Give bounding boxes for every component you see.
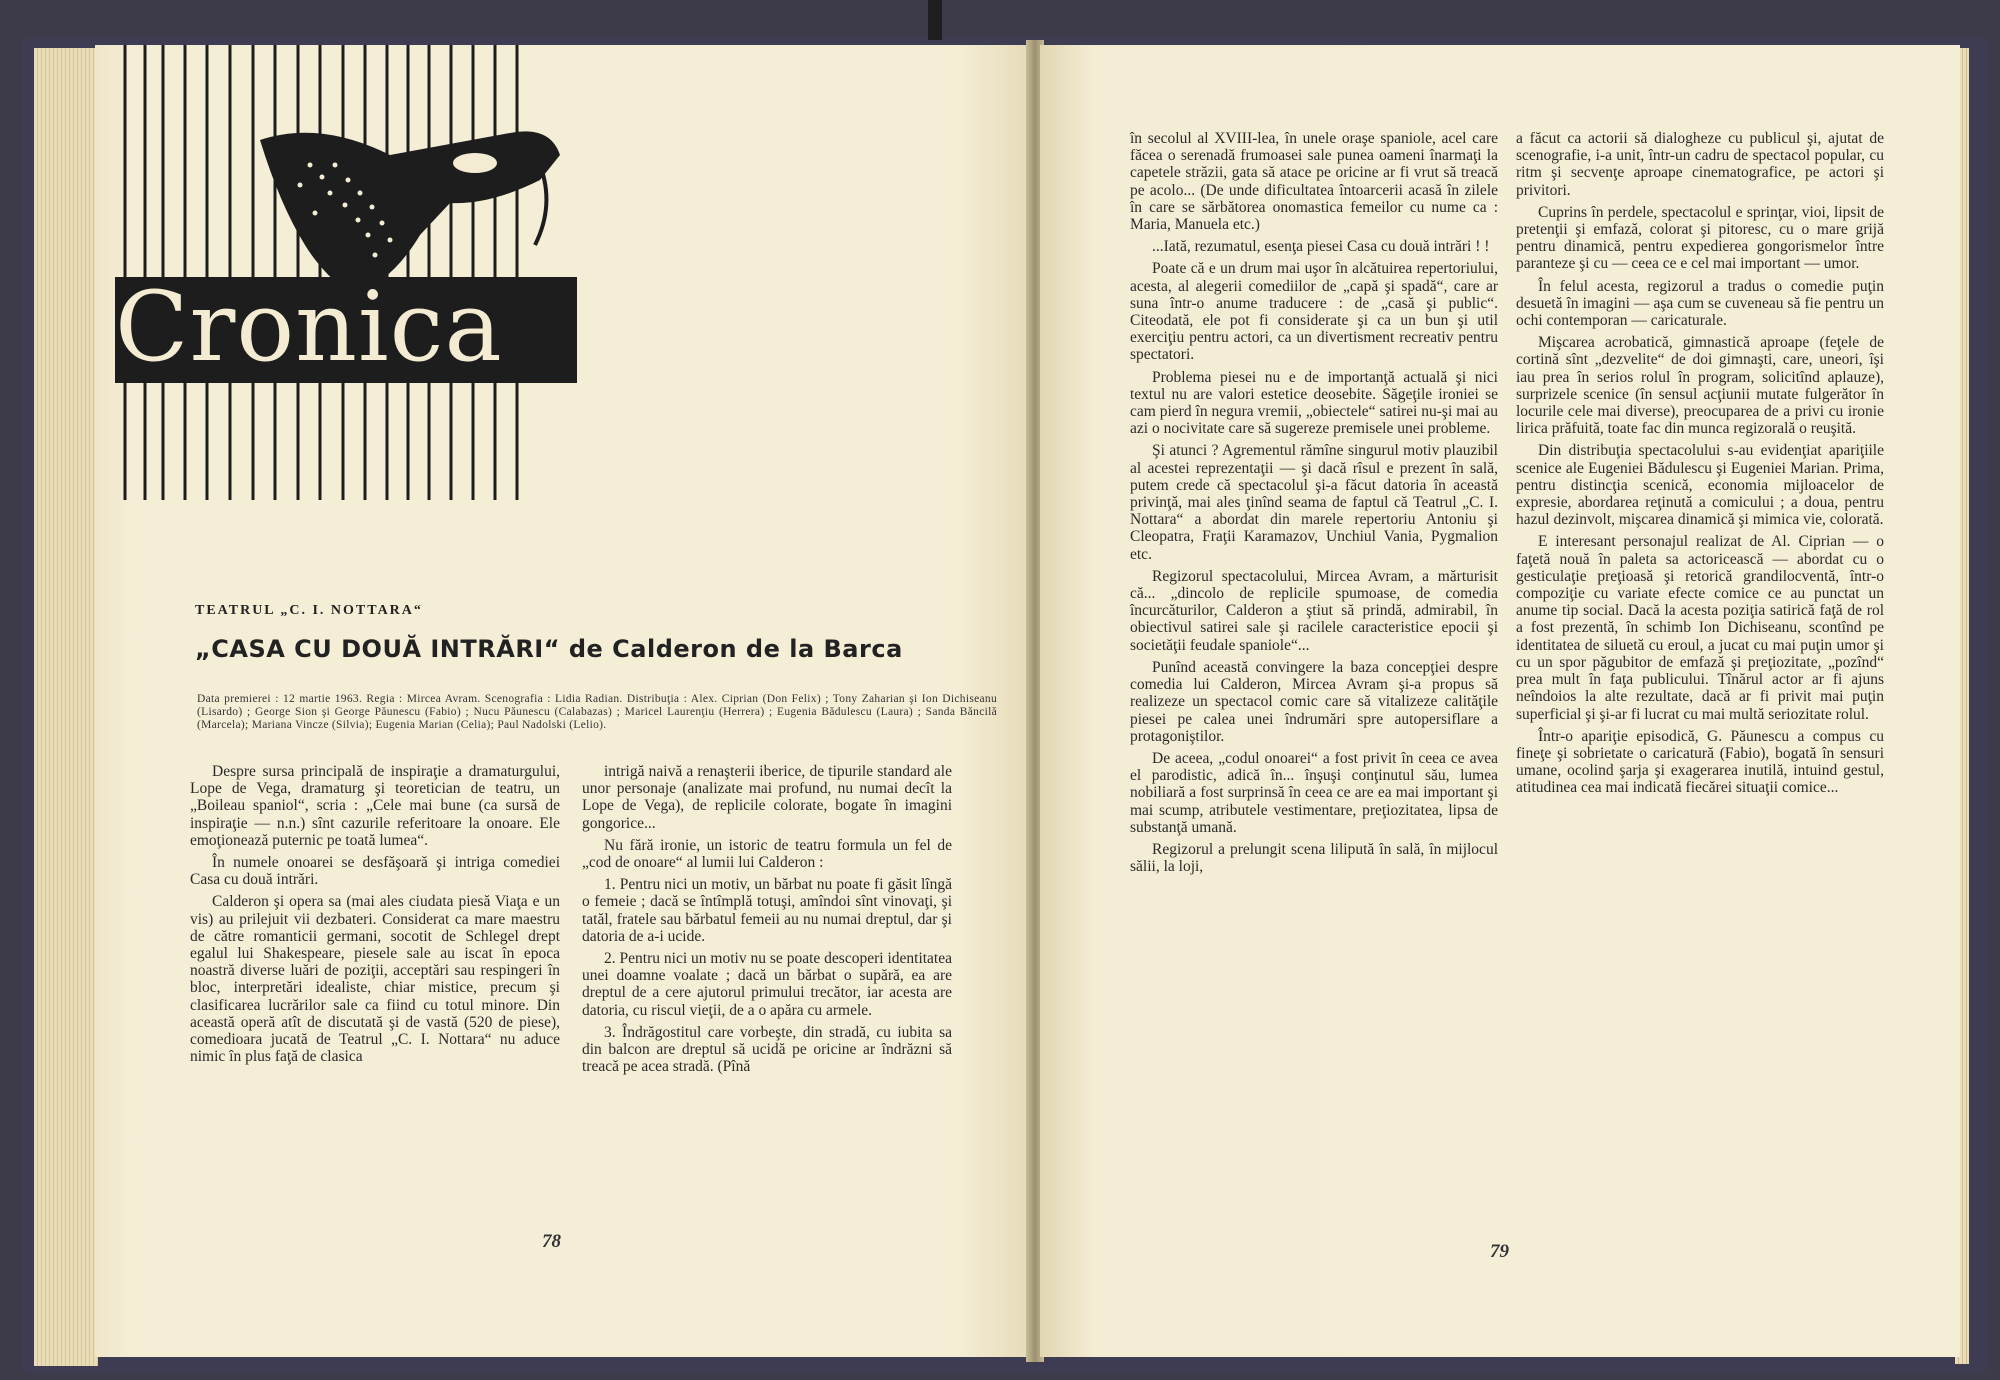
section-title: Cronica	[115, 271, 503, 383]
page-number-right: 79	[1490, 1241, 1509, 1262]
paragraph: În felul acesta, regizorul a tradus o comedie puţin desuetă în imagini — aşa cum se cuveneau să fie pentru un ochi contemporan — caricaturale.	[1516, 277, 1884, 330]
left-column-2	[582, 763, 952, 1080]
paragraph: intrigă naivă a renaşterii iberice, de tipurile standard ale unor personaje (analizate mai profund, nu numai decît la Lope de Vega), de replicile colorate, bogate în imagini gongorice...	[582, 763, 952, 832]
paragraph: 1. Pentru nici un motiv, un bărbat nu poate fi găsit lîngă o femeie ; dacă se întîmplă totuşi, amîndoi sînt vinovaţi, şi tatăl, fratele sau bărbatul femeii au nu numai dreptul, dar şi datoria de a-i ucide.	[582, 876, 952, 945]
paragraph: În numele onoarei se desfăşoară şi intriga comediei Casa cu două intrări.	[190, 854, 560, 889]
paragraph: Din distribuţia spectacolului s-au evidenţiat apariţiile scenice ale Eugeniei Bădulescu şi Eugeniei Marian. Prima, pentru distincţia scenică, economia mijloacelor de expresie, abordarea reţinută a comicului ; a doua, pentru hazul dezinvolt, mişcarea dinamică şi mimica vie, colorată.	[1516, 442, 1884, 529]
paragraph: 2. Pentru nici un motiv nu se poate descoperi identitatea unei doamne voalate ; dacă un bărbat o supără, ea are dreptul de a cere ajutorul primului trecător, iar acesta are datoria, cu riscul vieţii, de a o apăra cu armele.	[582, 950, 952, 1019]
paragraph: Poate că e un drum mai uşor în alcătuirea repertoriului, acesta, al alegerii comediilor de „capă şi spadă“, care ar suna într-o anume traducere : de „casă şi public“. Citeodată, ele pot fi considerate şi ca un bun şi util exerciţiu pentru actori, ca un divertisment recreativ pentru spectatori.	[1130, 260, 1498, 364]
paragraph: Mişcarea acrobatică, gimnastică aproape (feţele de cortină sînt „dezvelite“ de doi gimnaşti, care, uneori, îşi iau prea în serios rolul în program, solicitînd aplauze), surprizele scenice (în sensul acţiunii mutate fulgerător în locurile cele mai diverse), preocuparea de a privi cu ironie lirica prăfuită, toate fac din munca regizorală o reuşită.	[1516, 334, 1884, 438]
bookmark-ribbon	[928, 0, 942, 40]
paragraph: a făcut ca actorii să dialogheze cu publicul şi, ajutat de scenografie, i-a unit, într-un cadru de spectacol popular, cu ritm şi secvenţe aproape cinematografice, pe actori şi privitori.	[1516, 130, 1884, 199]
left-column-1	[190, 763, 560, 1070]
paragraph: în secolul al XVIII-lea, în unele oraşe spaniole, acel care făcea o serenadă frumoasei sale punea oameni înarmaţi la capetele străzii, gata să atace pe oricine ar fi vrut să treacă pe acolo... (De unde dificultatea întoarcerii acasă în zilele în care se sărbătorea onomastica femeilor cu nume ca : Maria, Manuela etc.)	[1130, 130, 1498, 234]
article-headline: „CASA CU DOUĂ INTRĂRI“ de Calderon de la Barca	[195, 635, 903, 663]
page-stack-left	[34, 48, 98, 1366]
paragraph: Despre sursa principală de inspiraţie a dramaturgului, Lope de Vega, dramaturg şi teoretician de teatru, un „Boileau spaniol“, scria : „Cele mai bune (ca sursă de inspiraţie — n.n.) sînt cazurile referitoare la onoare. Ele emoţionează puternic pe toată lumea“.	[190, 763, 560, 849]
paragraph: 3. Îndrăgostitul care vorbeşte, din stradă, cu iubita sa din balcon are dreptul să ucidă pe oricine ar îndrăzni să treacă pe acea stradă. (Pînă	[582, 1023, 952, 1076]
paragraph: Cuprins în perdele, spectacolul e sprinţar, vioi, lipsit de pretenţii şi emfază, colorat şi pitoresc, cu o mare grijă pentru dinamică, pentru expedierea gongorismelor între paranteze şi cu — ceea ce e cel mai important — umor.	[1516, 203, 1884, 273]
paragraph: Regizorul a prelungit scena lilipută în sală, în mijlocul sălii, la loji,	[1130, 840, 1498, 876]
right-column-2	[1516, 130, 1884, 802]
paragraph: Calderon şi opera sa (mai ales ciudata piesă Viaţa e un vis) au prilejuit vii dezbateri. Considerat ca mare maestru de către romanticii germani, socotit de Schlegel drept egalul lui Shakespeare, piesele sale au iscat în epoca noastră diverse luări de poziţii, acceptări sau respingeri în bloc, interpretări idealiste, chiar mistice, precum şi clasificarea lucrărilor sale ca fiind cu totul minore. Din această operă atît de discutată şi de vastă (520 de piese), comedioara jucată de Teatrul „C. I. Nottara“ nu aduce nimic în plus faţă de clasica	[190, 893, 560, 1066]
left-page	[95, 45, 1030, 1357]
right-column-1	[1130, 130, 1498, 880]
paragraph: De aceea, „codul onoarei“ a fost privit în ceea ce avea el parodistic, adică în... înşuşi conţinutul său, lumea nobiliară a fost surprinsă în ceea ce are ea mai important şi mai scump, atributele vestimentare, preţiozitatea, lipsa de substanţă umană.	[1130, 749, 1498, 836]
premiere-credits: Data premierei : 12 martie 1963. Regia : Mircea Avram. Scenografia : Lidia Radian. Distribuţia : Alex. Ciprian (Don Felix) ; Tony Zaharian şi Ion Dichiseanu (Lisardo) ; George Sion şi George Păunescu (Fabio) ; Nucu Păunescu (Calabazas) ; Maricel Laurenţiu (Herrera) ; Eugenia Bădulescu (Laura) ; Sanda Băncilă (Marcela); Mariana Vincze (Silvia); Eugenia Marian (Celia); Paul Nadolski (Lelio).	[197, 693, 997, 731]
paragraph: Regizorul spectacolului, Mircea Avram, a mărturisit că... „dincolo de replicile spumoase, de comedia încurcăturilor, Calderon a ştiut să prindă, admirabil, în obiectivul satirei sale şi racilele caracteristice epocii şi societăţii feudale spaniole“...	[1130, 567, 1498, 654]
paragraph: Nu fără ironie, un istoric de teatru formula un fel de „cod de onoare“ al lumii lui Calderon :	[582, 836, 952, 872]
theatre-kicker: TEATRUL „C. I. NOTTARA“	[195, 603, 423, 618]
paragraph: Punînd această convingere la baza concepţiei despre comedia lui Calderon, Mircea Avram şi-a propus să realizeze un spectacol comic care să vitalizeze calităţile piesei pe calea unei îndrumări spre autopersiflare a protagoniştilor.	[1130, 658, 1498, 745]
right-page	[1040, 45, 1960, 1357]
paragraph: Într-o apariţie episodică, G. Păunescu a compus cu fineţe şi sobrietate o caricatură (Fabio), bogată în sensuri umane, ocolind şarja şi exagerarea inutilă, intuind gestul, atitudinea cea mai indicată fiecărei situaţii comice...	[1516, 727, 1884, 797]
page-number-left: 78	[542, 1231, 561, 1252]
paragraph: Şi atunci ? Agrementul rămîne singurul motiv plauzibil al acestei reprezentaţii — şi dacă rîsul e prezent în sală, putem crede că spectacolul şi-a făcut datoria în această privinţă, mai ales ţinînd seama de faptul că Teatrul „C. I. Nottara“ a abordat din marele repertoriu Antoniu şi Cleopatra, Fraţii Karamazov, Unchiul Vania, Pygmalion etc.	[1130, 442, 1498, 563]
paragraph: ...Iată, rezumatul, esenţa piesei Casa cu două intrări ! !	[1152, 238, 1490, 256]
paragraph: E interesant personajul realizat de Al. Ciprian — o faţetă nouă în paleta sa actoricească — abordat cu o gesticulaţie preţioasă şi retorică grandilocventă, într-o compoziţie cu variate efecte comice ce au punctat un anume tip social. Dacă la acesta poziţia satirică faţă de rol a fost prezentă, în schimb Ion Dichiseanu, scontînd pe identitatea de siluetă cu eroul, a jucat cu mai puţin umor şi cu un spor păgubitor de emfază şi preţiozitate, „pozînd“ prea mult în faţa publicului. Tînărul actor ar fi ajuns neîndoios la alte rezultate, dacă ar fi privit mai puţin superficial şi şi-ar fi lucrat cu mai multă seriozitate rolul.	[1516, 533, 1884, 723]
paragraph: Problema piesei nu e de importanţă actuală şi nici textul nu are valori estetice deosebite. Săgeţile ironiei se cam pierd în negura vremii, „obiectele“ satirei nu-şi mai au azi o nocivitate care să sugereze premisele unei probleme.	[1130, 368, 1498, 438]
